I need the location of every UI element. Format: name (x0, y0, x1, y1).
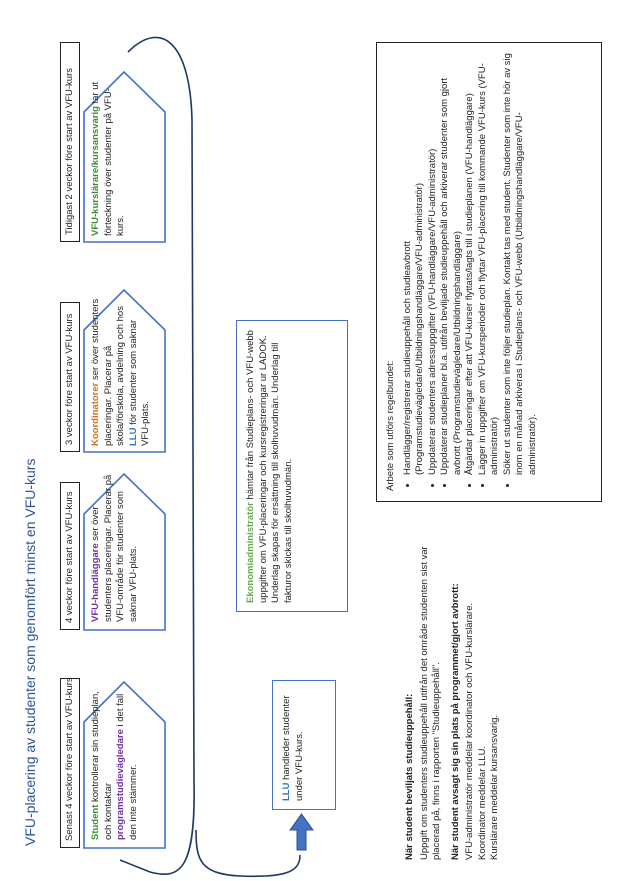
step-3-header: 3 veckor före start av VFU-kurs (60, 302, 80, 452)
regular-work-box (376, 42, 602, 502)
step-1-body-end: i det fall den inte stämmer. (115, 693, 139, 840)
list-item: • Uppdaterar studieplaner bl.a. utifrån beviljade studieuppehåll och arkiverar studenter som gjort avbrott (Programstudievägledare/Utbildningshandläggare) (439, 53, 464, 475)
llu-box-text: handleder studenter under VFU-kurs. (281, 695, 305, 801)
llu-box-role: LLU (281, 782, 292, 801)
page-title: VFU-placering av studenter som genomfört minst en VFU-kurs (22, 458, 38, 846)
step-1-text (90, 680, 140, 840)
notes-line-3: Kurslärare meddelar kursansvarig. (489, 714, 500, 860)
student-role: Student (90, 804, 101, 840)
notes-line-1: VFU-administratör meddelar koordinator och VFU-kurslärare. (464, 602, 475, 860)
koordinatorer-role: Koordinatorer (90, 382, 101, 446)
list-item: • Söker ut studenter som inte följer studieplan. Kontakt tas med student. Studenter som inte hör av sig inom en månad arkiveras i Studieplans- och VFU-webb (Utbildningshandläggare/VFU-administratör). (502, 53, 540, 475)
notes-line-2: Koordinator meddelar LLU. (476, 745, 488, 860)
econ-box (236, 320, 348, 612)
list-item: • Handlägger/registrerar studieuppehåll och studieavbrott (Programstudievägledare/Utbildningshandläggare/VFU-administratör) (402, 53, 427, 475)
list-item: • Uppdaterar studenters adressuppgifter (VFU-handläggare/VFU-administratör) (427, 53, 440, 475)
notes-heading-2: När student avsagt sig sin plats på programmet/gjort avbrott: (449, 583, 461, 860)
step-3-body-end: för studenter som saknar VFU-plats. (127, 319, 151, 446)
connector-to-llu (196, 830, 300, 876)
econ-box-text: hämtar från Studieplans- och VFU-webb uppgifter om VFU-placeringar och kursregistreringar ur LADOK. Underlag skapas för ersättning till skolhuvudmän. Underlag till fakturor skickas till skolhuvudmän. (245, 330, 294, 603)
step-1-header: Senast 4 veckor före start av VFU-kurs (60, 678, 80, 848)
notes-heading-1: När student beviljats studieuppehåll: (404, 693, 415, 860)
step-2-header: 4 veckor före start av VFU-kurs (60, 482, 80, 630)
step-2-text (90, 474, 140, 622)
llu-box (272, 680, 336, 810)
llu-role: LLU (127, 427, 139, 446)
up-arrow-icon (290, 814, 313, 850)
list-item: • Lägger in uppgifter om VFU-kursperioder och flyttar VFU-placering till kommande VFU-kurs (VFU-administratör) (477, 53, 502, 475)
notes-text-1: Uppgift om studenters studieuppehåll utifrån det område studenten sist var placerad på, finns i rapporten "Studieuppehåll". (418, 546, 442, 860)
step-3-text (90, 296, 153, 446)
step-4-text (90, 76, 128, 236)
step-3-body: ser över studenters placeringar. Placerar på skola/förskola, avdelning och hos (90, 298, 126, 446)
ekonomiadministrator-role: Ekonomiadministratör (245, 502, 256, 603)
step-2-body: ser över studenters placeringar. Placerar på VFU-område för studenter som saknar VFU-plats. (90, 474, 139, 622)
vfu-handlaggare-role: VFU-handläggare (90, 543, 101, 622)
programstudievagledare-role: programstudievägledare (115, 729, 126, 840)
vfu-kurslarare-role: VFU-kurslärare/kursansvarig (90, 106, 101, 236)
notes (404, 530, 502, 860)
step-1-body: kontrollerar sin studieplan, och kontaktar (90, 691, 114, 840)
step-4-header: Tidigast 2 veckor före start av VFU-kurs (60, 42, 80, 242)
list-item: • Åtgärdar placeringar efter att VFU-kurser flyttats/lagts till i studieplanen (VFU-handläggare) (464, 53, 477, 475)
regular-work-list (402, 53, 540, 491)
step-4-body: tar ut förteckning över studenter på VFU-kurs. (90, 81, 126, 236)
regular-work-heading: Arbete som utförs regelbundet: (385, 360, 396, 491)
